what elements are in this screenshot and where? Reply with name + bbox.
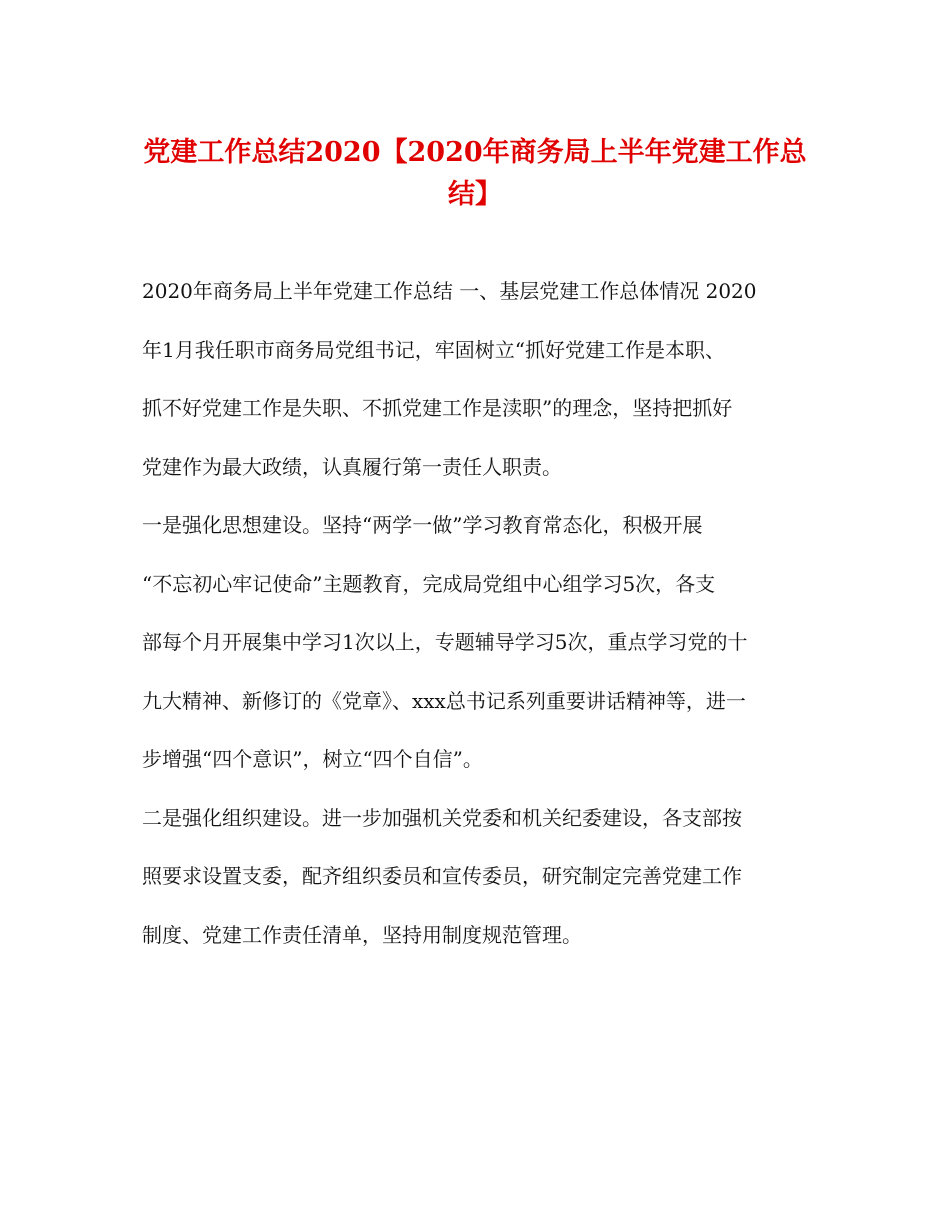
document-title: 党建工作总结2020【2020年商务局上半年党建工作总结】 [143,137,807,210]
paragraph-line: 党建作为最大政绩，认真履行第一责任人职责。 [142,454,562,479]
paragraph-3 [142,789,810,965]
paragraph-line: 照要求设置支委，配齐组织委员和宣传委员，研究制定完善党建工作 [142,864,742,888]
paragraph-line: 抓不好党建工作是失职、不抓党建工作是渎职”的理念，坚持把抓好 [142,396,733,420]
paragraph-line: 部每个月开展集中学习1次以上，专题辅导学习5次，重点学习党的十 [142,630,748,654]
paragraph-line: 2020年商务局上半年党建工作总结 一、基层党建工作总体情况 2020 [142,279,757,303]
document-body [142,262,810,964]
paragraph-line: 制度、党建工作责任清单，坚持用制度规范管理。 [142,922,582,947]
paragraph-line: 年1月我任职市商务局党组书记，牢固树立“抓好党建工作是本职、 [142,337,725,362]
paragraph-line: 二是强化组织建设。进一步加强机关党委和机关纪委建设，各支部按 [142,805,742,830]
paragraph-1 [142,262,810,496]
paragraph-line: 一是强化思想建设。坚持“两学一做”学习教育常态化，积极开展 [142,513,703,537]
paragraph-line: 步增强“四个意识”，树立“四个自信”。 [142,747,483,771]
paragraph-2 [142,496,810,789]
paragraph-line: 九大精神、新修订的《党章》、xxx总书记系列重要讲话精神等，进一 [142,688,746,713]
paragraph-line: “不忘初心牢记使命”主题教育，完成局党组中心组学习5次，各支 [142,571,716,596]
